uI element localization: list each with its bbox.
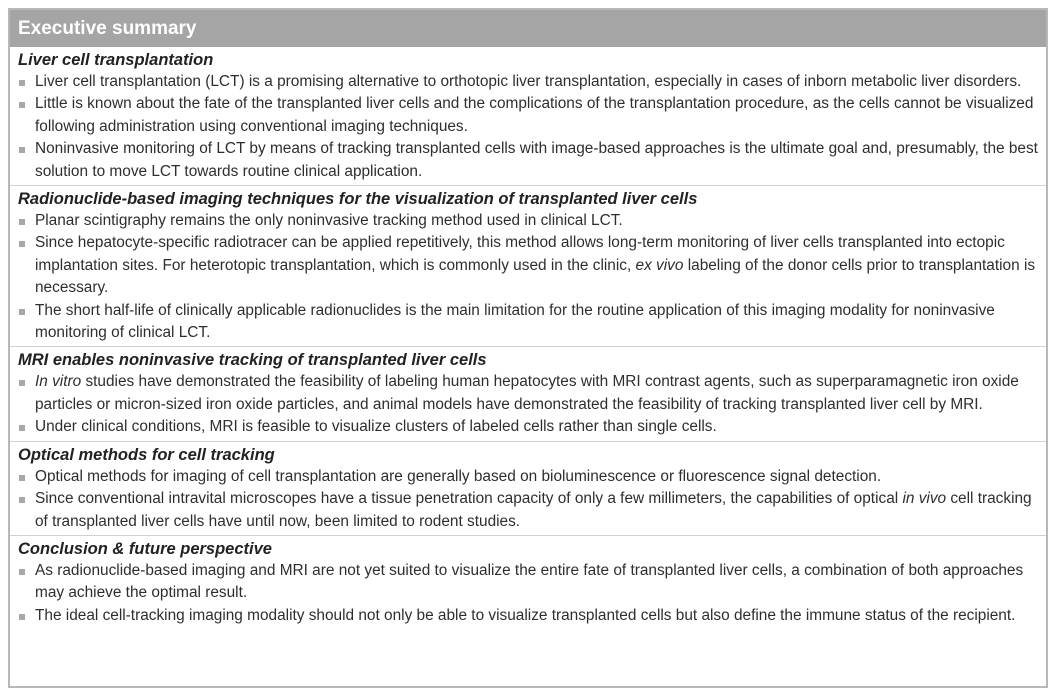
item-text: Since conventional intravital microscopes have a tissue penetration capacity of only a few millimeters, the capabilities of optical	[35, 490, 903, 508]
square-bullet-icon	[19, 425, 25, 431]
item-text: studies have demonstrated the feasibility of labeling human hepatocytes with MRI contrast agents, such as superparamagnetic iron oxide particles or micron-sized iron oxide particles, and animal models have demonstrated the feasibility of tracking transplanted liver cell by MRI.	[35, 373, 1019, 413]
list-item	[18, 138, 1038, 183]
box-header: Executive summary	[10, 10, 1046, 47]
summary-section	[10, 185, 1046, 346]
section-title: MRI enables noninvasive tracking of transplanted liver cells	[18, 351, 487, 370]
list-item	[18, 93, 1038, 138]
section-title: Optical methods for cell tracking	[18, 445, 275, 464]
bullet-list	[18, 560, 1038, 627]
list-item	[18, 71, 1038, 93]
section-title: Conclusion & future perspective	[18, 539, 272, 558]
bullet-list	[18, 71, 1038, 183]
list-item	[18, 371, 1038, 416]
italic-text: In vitro	[35, 373, 82, 391]
italic-text: in vivo	[902, 490, 947, 508]
item-text: Noninvasive monitoring of LCT by means of tracking transplanted cells with image-based approaches is the ultimate goal and, presumably, the best solution to move LCT towards routine clinical application.	[35, 140, 1038, 180]
section-title: Radionuclide-based imaging techniques for the visualization of transplanted liver cells	[18, 190, 698, 209]
item-text: Since hepatocyte-specific radiotracer can be applied repetitively, this method allows long-term monitoring of liver cells transplanted into ectopic implantation sites. For heterotopic transplantation, which is commonly used in the clinic,	[35, 234, 1005, 274]
list-item	[18, 300, 1038, 345]
bullet-list	[18, 371, 1038, 438]
square-bullet-icon	[19, 380, 25, 386]
item-text: Little is known about the fate of the transplanted liver cells and the complications of the transplantation procedure, as the cells cannot be visualized following administration using conventional imaging techniques.	[35, 95, 1034, 135]
square-bullet-icon	[19, 147, 25, 153]
item-text: Optical methods for imaging of cell transplantation are generally based on bioluminescence or fluorescence signal detection.	[35, 467, 882, 485]
list-item	[18, 416, 1038, 438]
summary-section	[10, 535, 1046, 629]
item-text: cell tracking of transplanted liver cells have until now, been limited to rodent studies.	[35, 490, 1032, 530]
bullet-list	[18, 466, 1038, 533]
summary-section	[10, 346, 1046, 440]
square-bullet-icon	[19, 219, 25, 225]
item-text: The short half-life of clinically applicable radionuclides is the main limitation for the routine application of this imaging modality for noninvasive monitoring of clinical LCT.	[35, 301, 995, 342]
square-bullet-icon	[19, 241, 25, 247]
item-text: As radionuclide-based imaging and MRI are not yet suited to visualize the entire fate of transplanted liver cells, a combination of both approaches may achieve the optimal result.	[35, 561, 1024, 602]
list-item	[18, 466, 1038, 488]
list-item	[18, 210, 1038, 232]
summary-section	[10, 47, 1046, 185]
square-bullet-icon	[19, 569, 25, 575]
executive-summary-box	[8, 8, 1048, 688]
list-item	[18, 605, 1038, 627]
italic-text: ex vivo	[635, 256, 684, 274]
square-bullet-icon	[19, 309, 25, 315]
item-text: Planar scintigraphy remains the only noninvasive tracking method used in clinical LCT.	[35, 212, 623, 230]
list-item	[18, 560, 1038, 605]
summary-section	[10, 441, 1046, 535]
square-bullet-icon	[19, 614, 25, 620]
item-text: The ideal cell-tracking imaging modality should not only be able to visualize transplanted cells but also define the immune status of the recipient.	[35, 606, 1016, 624]
sections-container	[10, 47, 1046, 629]
square-bullet-icon	[19, 497, 25, 503]
item-text: Liver cell transplantation (LCT) is a promising alternative to orthotopic liver transplantation, especially in cases of inborn metabolic liver disorders.	[35, 73, 1022, 90]
list-item	[18, 232, 1038, 299]
section-title: Liver cell transplantation	[18, 51, 214, 69]
square-bullet-icon	[19, 80, 25, 86]
item-text: Under clinical conditions, MRI is feasible to visualize clusters of labeled cells rather than single cells.	[35, 418, 717, 436]
square-bullet-icon	[19, 102, 25, 108]
item-text: labeling of the donor cells prior to transplantation is necessary.	[35, 256, 1036, 297]
bullet-list	[18, 210, 1038, 344]
list-item	[18, 488, 1038, 533]
square-bullet-icon	[19, 475, 25, 481]
